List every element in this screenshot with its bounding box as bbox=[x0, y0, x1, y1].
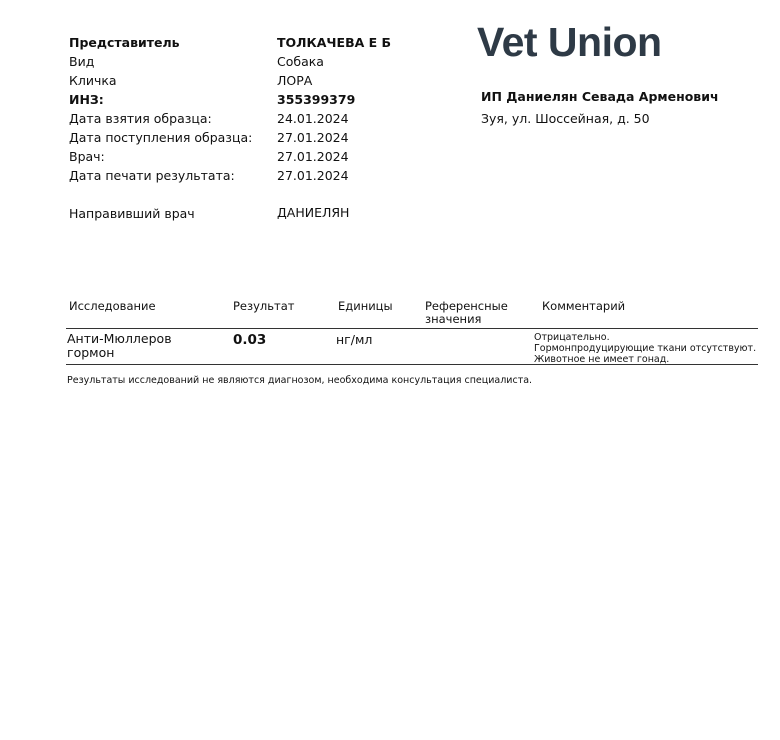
header-reference-line1: Референсные bbox=[425, 299, 508, 313]
sample-taken-label: Дата взятия образца: bbox=[69, 111, 212, 126]
inz-value: 355399379 bbox=[277, 92, 356, 107]
species-value: Собака bbox=[277, 54, 324, 69]
clinic-address: Зуя, ул. Шоссейная, д. 50 bbox=[481, 111, 650, 126]
table-bottom-divider bbox=[66, 364, 758, 365]
sample-received-label: Дата поступления образца: bbox=[69, 130, 253, 145]
table-header-divider bbox=[66, 328, 758, 329]
header-comment: Комментарий bbox=[542, 299, 626, 313]
header-reference-line2: значения bbox=[425, 312, 482, 326]
brand-logo: Vet Union bbox=[477, 19, 662, 65]
doctor-value: 27.01.2024 bbox=[277, 149, 349, 164]
disclaimer-note: Результаты исследований не являются диагнозом, необходима консультация специалиста. bbox=[67, 375, 533, 386]
row-study bbox=[67, 332, 172, 360]
header-units: Единицы bbox=[338, 299, 393, 313]
row-units: нг/мл bbox=[336, 332, 373, 347]
row-study-line1: Анти-Мюллеров bbox=[67, 331, 172, 346]
clinic-name: ИП Даниелян Севада Арменович bbox=[481, 89, 719, 104]
print-date-label: Дата печати результата: bbox=[69, 168, 235, 183]
representative-value: ТОЛКАЧЕВА Е Б bbox=[277, 35, 392, 50]
row-comment bbox=[534, 332, 756, 365]
row-result: 0.03 bbox=[233, 332, 267, 348]
header-result: Результат bbox=[233, 299, 295, 313]
referring-doctor-value: ДАНИЕЛЯН bbox=[277, 205, 350, 220]
doctor-label: Врач: bbox=[69, 149, 105, 164]
header-reference bbox=[425, 300, 508, 326]
sample-received-value: 27.01.2024 bbox=[277, 130, 349, 145]
pet-name-value: ЛОРА bbox=[277, 73, 313, 88]
representative-label: Представитель bbox=[69, 35, 180, 50]
inz-label: ИНЗ: bbox=[69, 92, 104, 107]
row-comment-line2: Гормонпродуцирующие ткани отсутствуют. bbox=[534, 343, 757, 354]
referring-doctor-label: Направивший врач bbox=[69, 206, 195, 221]
pet-name-label: Кличка bbox=[69, 73, 117, 88]
sample-taken-value: 24.01.2024 bbox=[277, 111, 349, 126]
header-study: Исследование bbox=[69, 299, 156, 313]
row-comment-line3: Животное не имеет гонад. bbox=[534, 354, 670, 365]
row-study-line2: гормон bbox=[67, 345, 115, 360]
row-comment-line1: Отрицательно. bbox=[534, 332, 610, 343]
species-label: Вид bbox=[69, 54, 95, 69]
print-date-value: 27.01.2024 bbox=[277, 168, 349, 183]
